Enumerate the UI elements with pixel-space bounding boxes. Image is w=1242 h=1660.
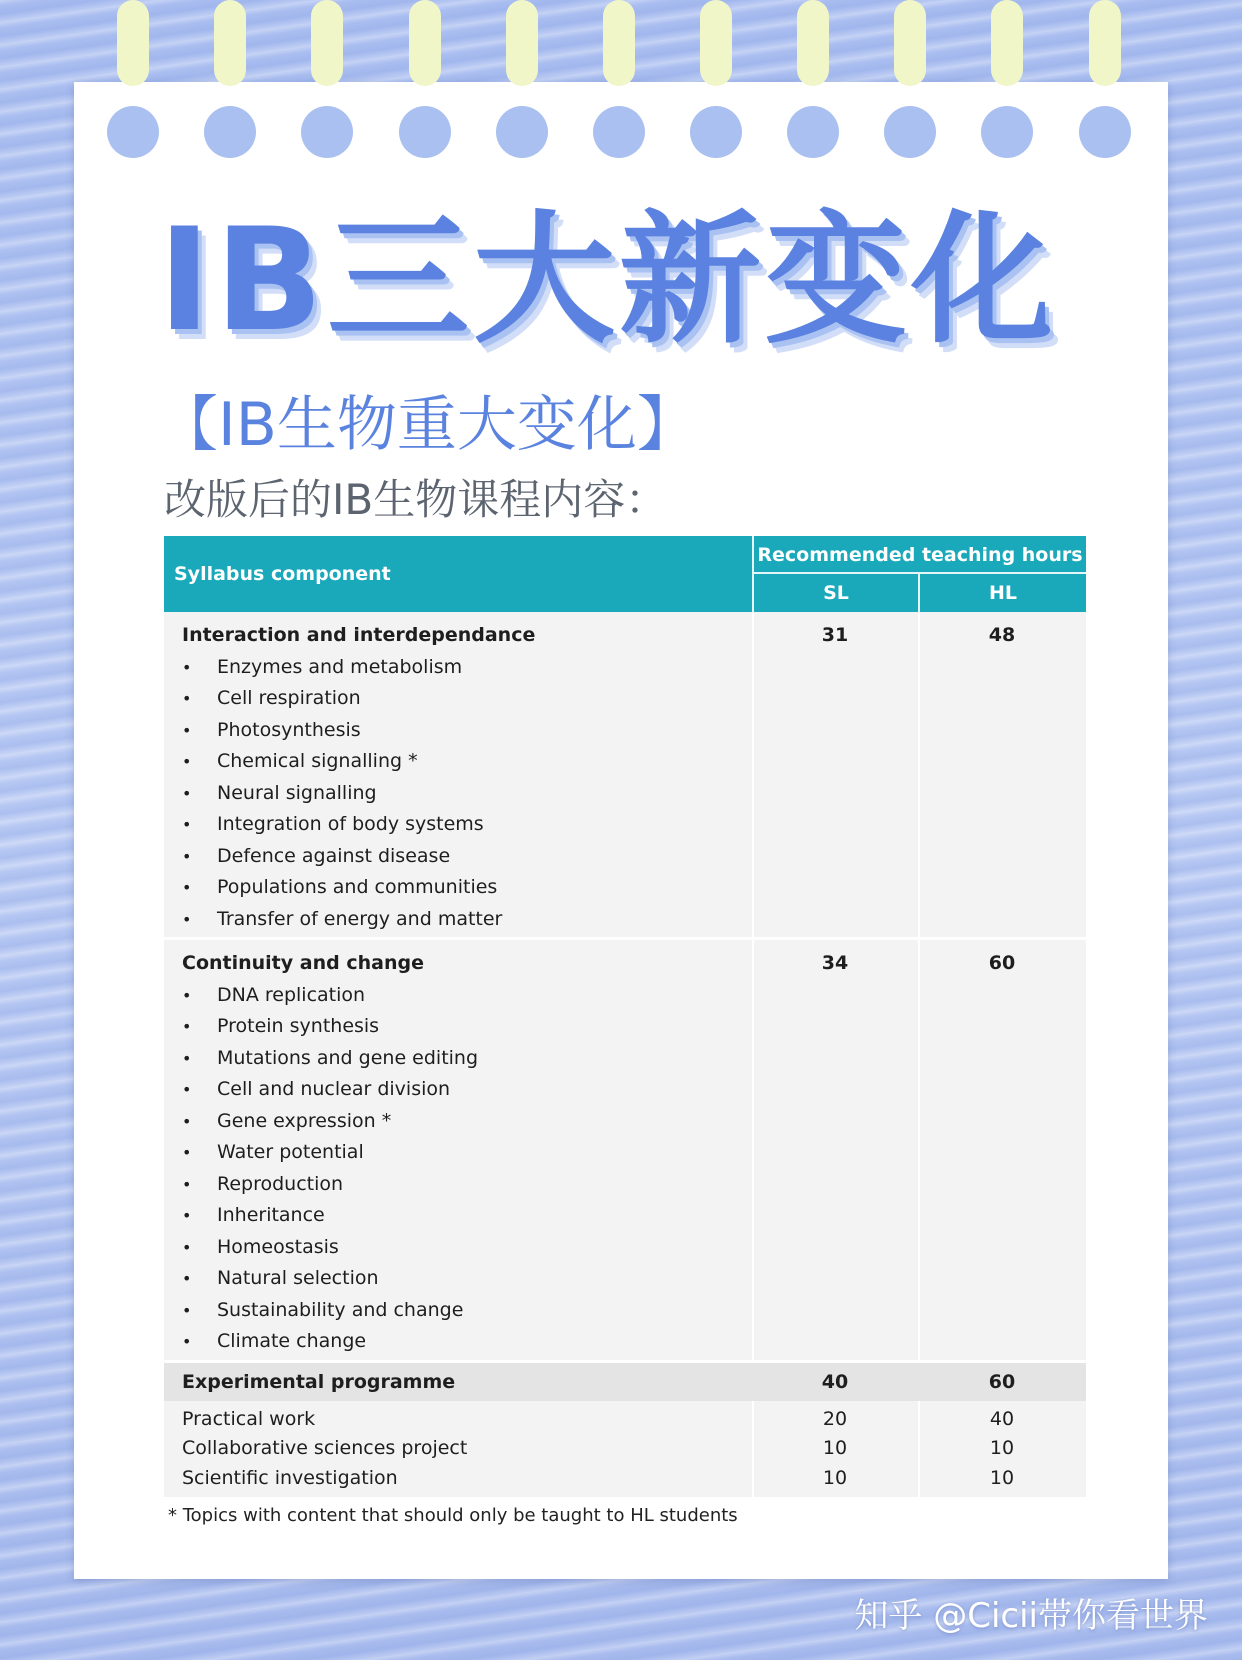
list-item bbox=[164, 778, 1086, 810]
footnote: * Topics with content that should only be taught to HL students bbox=[168, 1505, 738, 1526]
hl-hours: 40 bbox=[989, 1407, 1015, 1430]
hl-hours: 60 bbox=[988, 952, 1016, 974]
table-row bbox=[164, 620, 1086, 652]
table-row bbox=[164, 1464, 1086, 1494]
topic-name: Chemical signalling * bbox=[217, 750, 418, 772]
topic-name: Mutations and gene editing bbox=[217, 1046, 479, 1069]
binder-rings bbox=[0, 0, 1242, 170]
hl-hours: 10 bbox=[989, 1437, 1015, 1459]
page-title: IB三大新变化 bbox=[158, 198, 1058, 363]
list-item bbox=[164, 1106, 1086, 1138]
list-item bbox=[164, 1232, 1086, 1264]
topic-name: Photosynthesis bbox=[217, 718, 361, 741]
table-header bbox=[164, 536, 1086, 612]
hl-hours: 60 bbox=[988, 1370, 1016, 1393]
bullet-icon: • bbox=[182, 1332, 192, 1351]
table-row bbox=[164, 1434, 1086, 1464]
bullet-icon: • bbox=[182, 1206, 192, 1225]
bullet-icon: • bbox=[182, 1269, 192, 1288]
topic-name: Integration of body systems bbox=[217, 813, 484, 835]
topic-name: Reproduction bbox=[217, 1172, 344, 1195]
topic-name: Enzymes and metabolism bbox=[217, 655, 463, 678]
bullet-icon: • bbox=[182, 1174, 192, 1194]
topic-name: Gene expression * bbox=[217, 1109, 392, 1132]
topic-name: Climate change bbox=[217, 1330, 367, 1352]
table-row bbox=[164, 1405, 1086, 1435]
section-name: Experimental programme bbox=[182, 1370, 456, 1393]
bullet-icon: • bbox=[182, 689, 192, 708]
list-item bbox=[164, 872, 1086, 904]
list-item bbox=[164, 841, 1086, 873]
column-header-component: Syllabus component bbox=[174, 563, 391, 585]
hl-hours: 10 bbox=[989, 1466, 1015, 1489]
topic-name: Inheritance bbox=[217, 1204, 325, 1226]
bullet-icon: • bbox=[182, 909, 192, 929]
topic-name: Transfer of energy and matter bbox=[217, 907, 503, 930]
column-header-sl: SL bbox=[752, 574, 918, 612]
list-item bbox=[164, 1043, 1086, 1075]
bullet-icon: • bbox=[182, 1111, 192, 1131]
component-name: Collaborative sciences project bbox=[182, 1437, 468, 1459]
list-item bbox=[164, 809, 1086, 841]
bullet-icon: • bbox=[182, 815, 192, 834]
watermark: 知乎 @Cicii带你看世界 bbox=[854, 1596, 1208, 1636]
list-item bbox=[164, 1295, 1086, 1327]
list-item bbox=[164, 1169, 1086, 1201]
bullet-icon: • bbox=[182, 1143, 192, 1162]
topic-name: Natural selection bbox=[217, 1267, 379, 1289]
bullet-icon: • bbox=[182, 720, 192, 740]
table-section bbox=[164, 940, 1086, 1363]
sl-hours: 20 bbox=[822, 1407, 848, 1430]
list-item bbox=[164, 980, 1086, 1012]
intro-text: 改版后的IB生物课程内容： bbox=[164, 475, 668, 524]
bullet-icon: • bbox=[182, 846, 192, 866]
bullet-icon: • bbox=[182, 1300, 192, 1320]
table-body bbox=[164, 612, 1086, 1363]
bullet-icon: • bbox=[182, 1237, 192, 1257]
experimental-section bbox=[164, 1363, 1086, 1498]
syllabus-table bbox=[164, 536, 1086, 1497]
table-row bbox=[164, 948, 1086, 980]
bullet-icon: • bbox=[182, 878, 192, 897]
sl-hours: 10 bbox=[822, 1466, 848, 1489]
table-row bbox=[164, 1363, 1086, 1401]
component-name: Practical work bbox=[182, 1407, 316, 1430]
list-item bbox=[164, 746, 1086, 778]
topic-name: Cell and nuclear division bbox=[217, 1078, 451, 1100]
sl-hours: 10 bbox=[822, 1437, 848, 1459]
list-item bbox=[164, 1200, 1086, 1232]
bullet-icon: • bbox=[182, 1080, 192, 1099]
topic-name: Populations and communities bbox=[217, 876, 498, 898]
list-item bbox=[164, 1263, 1086, 1295]
topic-name: Neural signalling bbox=[217, 781, 377, 804]
list-item bbox=[164, 652, 1086, 684]
list-item bbox=[164, 1074, 1086, 1106]
sl-hours: 31 bbox=[821, 624, 849, 646]
bullet-icon: • bbox=[182, 985, 192, 1005]
component-name: Scientific investigation bbox=[182, 1466, 398, 1489]
table-section bbox=[164, 612, 1086, 940]
section-subtitle: 【IB生物重大变化】 bbox=[158, 390, 697, 460]
bullet-icon: • bbox=[182, 1017, 192, 1036]
section-name: Interaction and interdependance bbox=[182, 624, 536, 646]
bullet-icon: • bbox=[182, 1048, 192, 1068]
bullet-icon: • bbox=[182, 657, 192, 677]
list-item bbox=[164, 715, 1086, 747]
bullet-icon: • bbox=[182, 752, 192, 771]
column-header-recommended-hours: Recommended teaching hours bbox=[752, 536, 1086, 574]
topic-name: Water potential bbox=[217, 1141, 364, 1163]
topic-name: DNA replication bbox=[217, 983, 366, 1006]
bullet-icon: • bbox=[182, 783, 192, 803]
list-item bbox=[164, 1011, 1086, 1043]
sl-hours: 34 bbox=[821, 952, 849, 974]
topic-name: Sustainability and change bbox=[217, 1298, 464, 1321]
sl-hours: 40 bbox=[821, 1370, 849, 1393]
experimental-rows bbox=[164, 1401, 1086, 1498]
list-item bbox=[164, 904, 1086, 936]
topic-name: Protein synthesis bbox=[217, 1015, 380, 1037]
topic-name: Defence against disease bbox=[217, 844, 451, 867]
column-header-hl: HL bbox=[918, 574, 1086, 612]
topic-name: Cell respiration bbox=[217, 687, 361, 709]
list-item bbox=[164, 683, 1086, 715]
hl-hours: 48 bbox=[988, 624, 1016, 646]
topic-name: Homeostasis bbox=[217, 1235, 339, 1258]
list-item bbox=[164, 1326, 1086, 1358]
list-item bbox=[164, 1137, 1086, 1169]
section-name: Continuity and change bbox=[182, 952, 424, 974]
